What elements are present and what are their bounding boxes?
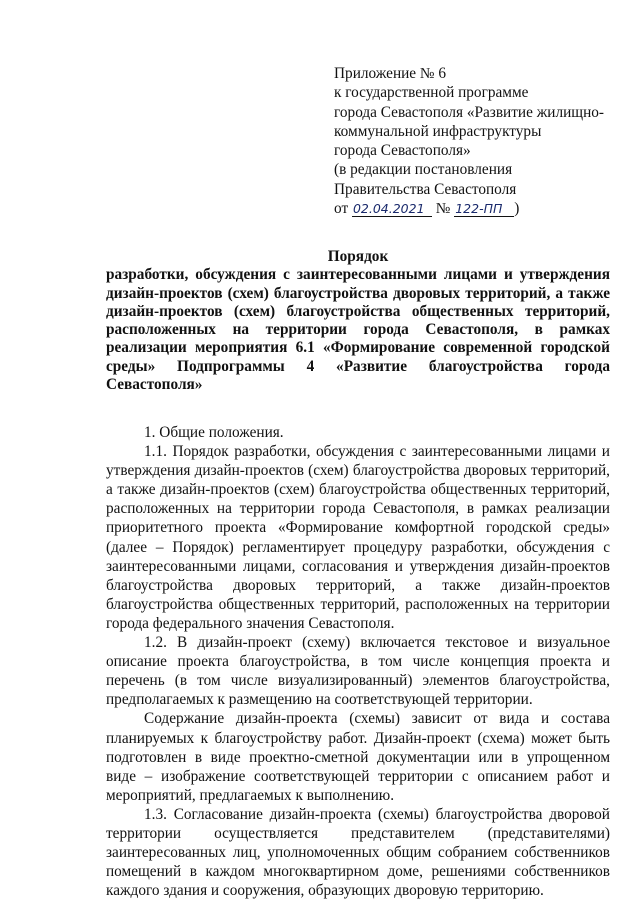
paragraph: 1.2. В дизайн-проект (схему) включается текстовое и визуальное описание проекта благоустройства, в том числе концепция проекта и перечень (в том числе визуализированный) элементов благоустройства, предполагаемых к размещению на соответствующей территории.	[106, 634, 610, 709]
document-title	[106, 248, 610, 394]
paragraph: 1.1. Порядок разработки, обсуждения с заинтересованными лицами и утверждения дизайн-проектов (схем) благоустройства дворовых территорий, а также дизайн-проектов (схем) благоустройства общественных территорий, расположенных на территории города Севастополя, в рамках реализации приоритетного проекта «Формирование комфортной городской среды» (далее – Порядок) регламентирует процедуру разработки, обсуждения с заинтересованными лицами, согласования и утверждения дизайн-проектов благоустройства дворовых территорий, а также дизайн-проектов благоустройства общественных территорий, расположенных на территории города федерального значения Севастополя.	[106, 443, 610, 632]
appendix-line: города Севастополя»	[334, 142, 471, 160]
document-body	[106, 423, 610, 900]
paragraph: 1.3. Согласование дизайн-проекта (схемы) благоустройства дворовой территории осуществляется представителем (представителями) заинтересованных лиц, уполномоченных общим собранием собственников помещений в каждом многоквартирном доме, решениями собственников каждого здания и сооружения, образующих дворовую территорию.	[106, 805, 610, 900]
closing-paren: )	[514, 200, 520, 218]
appendix-line: города Севастополя «Развитие жилищно-	[334, 103, 604, 121]
from-label: от	[334, 200, 349, 218]
appendix-line: Приложение № 6	[334, 65, 446, 82]
appendix-line: (в редакции постановления	[334, 161, 513, 179]
title-heading: Порядок	[327, 248, 389, 265]
number-label: №	[435, 200, 451, 218]
section-heading: 1. Общие положения.	[144, 424, 284, 441]
paragraph: Содержание дизайн-проекта (схемы) зависит от вида и состава планируемых к благоустройству работ. Дизайн-проект (схема) может быть подготовлен в виде проектно-сметной документации или в упрощенном виде – изображение соответствующей территории с описанием работ и мероприятий, предлагаемых к выполнению.	[106, 710, 610, 804]
appendix-line: Правительства Севастополя	[334, 180, 517, 198]
handwritten-date: 02.04.2021	[352, 202, 432, 217]
handwritten-number: 122-ПП	[454, 202, 514, 217]
appendix-block	[334, 64, 624, 218]
appendix-line: к государственной программе	[334, 84, 529, 102]
appendix-date-line	[334, 199, 624, 218]
title-subtitle: разработки, обсуждения с заинтересованными лицами и утверждения дизайн-проектов (схем) благоустройства дворовых территорий, а также дизайн-проектов (схем) благоустройства общественных территорий, расположенных на территории города Севастополя, в рамках реализации мероприятия 6.1 «Формирование современной городской среды» Подпрограммы 4 «Развитие благоустройства города Севастополя»	[106, 266, 610, 394]
appendix-line: коммунальной инфраструктуры	[334, 122, 542, 140]
